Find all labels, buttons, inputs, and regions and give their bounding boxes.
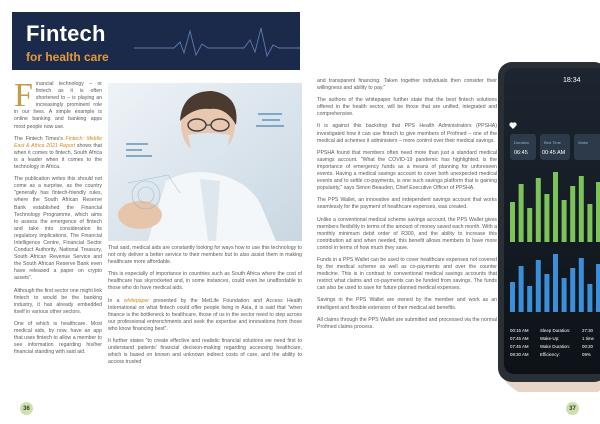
phone-bar-green bbox=[527, 208, 532, 242]
phone-bar-blue bbox=[536, 260, 541, 312]
paragraph: One of which is healthcare. Most medical aids, by now, have an app that uses fintech to allow a member to see information regarding his/her financial standing with said aid. bbox=[14, 320, 102, 356]
phone-bar-green bbox=[587, 204, 592, 242]
svg-text:Efficiency:: Efficiency: bbox=[540, 352, 560, 357]
phone-bar-green bbox=[570, 186, 575, 242]
phone-bar-green bbox=[596, 182, 600, 242]
paragraph: The Fintech Times's Fintech: Middle East & Africa 2021 Report shows that when it comes to fintech, South Africa is a leader when it comes to the technology in Africa. bbox=[14, 135, 102, 171]
heartbeat-line-icon bbox=[134, 22, 300, 62]
page-number-left: 36 bbox=[20, 402, 33, 415]
paragraph: Funds in a PPS Wallet can be used to cover healthcare expenses not covered by the medical scheme as well as co-payments and over the counter medicine. This is in contrast to conventional medical savings accounts that restrict what claims and co-payments can be funded from savings. The funds can also be used to save for future planned medical expenses. bbox=[317, 256, 497, 292]
phone-bar-blue bbox=[553, 254, 558, 312]
phone-bar-blue bbox=[544, 274, 549, 312]
paragraph: That said, medical aids are constantly looking for ways how to use this technology to not only deliver a better service to their members but to also assist them in making healthcare more affordable. bbox=[108, 245, 302, 266]
page-number-right: 37 bbox=[566, 402, 579, 415]
phone-bar-blue bbox=[562, 278, 567, 312]
phone-bar-blue bbox=[510, 282, 515, 312]
svg-text:00:45 AM: 00:45 AM bbox=[542, 150, 566, 156]
phone-bar-blue bbox=[519, 266, 524, 312]
phone-bar-green bbox=[562, 200, 567, 242]
paragraph: This is especially of importance in countries such as South Africa where the cost of healthcare has skyrocketed and, in some instances, could even be unaffordable to those who do have medical aids. bbox=[108, 271, 302, 292]
paragraph: The PPS Wallet, an innovative and independent savings account that works seamlessly for the payment of healthcare expenses, was created. bbox=[317, 197, 497, 211]
phone-image bbox=[478, 62, 600, 392]
svg-text:Wake Duration:: Wake Duration: bbox=[540, 344, 571, 349]
paragraph: and transparent financing. Taken together individuals then consider their willingness and ability to pay." bbox=[317, 78, 497, 92]
svg-text:08:30 AM: 08:30 AM bbox=[510, 352, 529, 357]
svg-text:07:45 AM: 07:45 AM bbox=[510, 344, 529, 349]
header-banner bbox=[12, 12, 300, 70]
svg-text:Duration: Duration bbox=[514, 140, 530, 145]
paragraph: Savings in the PPS Wallet are owned by the member and work as an intelligent and flexible extension of their medical aid benefits. bbox=[317, 297, 497, 311]
paragraph: All claims through the PPS Wallet are submitted and processed via the normal Profmed claims process. bbox=[317, 316, 497, 330]
phone-bar-green bbox=[519, 184, 524, 242]
phone-bar-green bbox=[579, 176, 584, 242]
page-subtitle: for health care bbox=[26, 50, 109, 64]
middle-column bbox=[108, 245, 302, 371]
paragraph: PPSHA found that members often need more than just a standard medical savings account. "What the COVID-19 pandemic has highlighted, is the importance of emergency funds as a means of planning for unforeseen events. Having a medical savings account to cover both unexpected medical events and to settle co-payments, is one such savings platform that is gaining popularity," says Simon Beauden, Chief Executive Officer of PPSHA. bbox=[317, 149, 497, 192]
drop-cap: F bbox=[14, 77, 33, 114]
phone-bar-blue bbox=[579, 258, 584, 312]
paragraph: It is against this backdrop that PPS Health Administrators (PPSHA) investigated how it can use fintech to give members of Profmed – one of the medical aid schemes it administers – more control over their medical savings. bbox=[317, 123, 497, 144]
paragraph: It further states "to create effective and realistic financial solutions we need first to understand patients' financial decision-making regarding accessing healthcare, which is based on known and unknown indirect costs of care, and the ability to access trusted bbox=[108, 338, 302, 366]
phone-bar-blue bbox=[570, 268, 575, 312]
svg-text:07:45 AM: 07:45 AM bbox=[510, 336, 529, 341]
paragraph: The authors of the whitepaper further state that the best fintech solutions offered in the health sector, will be those that are unified, integrated and comprehensive. bbox=[317, 97, 497, 118]
whitepaper-link[interactable]: whitepaper bbox=[123, 297, 150, 304]
svg-text:Sleep Duration:: Sleep Duration: bbox=[540, 328, 571, 333]
svg-text:00:20: 00:20 bbox=[582, 344, 593, 349]
phone-bar-green bbox=[553, 172, 558, 242]
svg-text:09%: 09% bbox=[582, 352, 591, 357]
page-title: Fintech bbox=[26, 21, 106, 46]
paragraph: Unlike a conventional medical scheme savings account, the PPS Wallet gives members flexibility in terms of the amount of money saved each month. With a monthly minimum debit order of R300, and the ability to increase this contribution ad and when needed, this benefit allows members to have more control in terms of how much they save. bbox=[317, 216, 497, 251]
svg-text:06:45: 06:45 bbox=[514, 150, 528, 156]
phone-bar-green bbox=[536, 178, 541, 242]
phone-time: 18:34 bbox=[563, 77, 581, 84]
doctor-photo bbox=[108, 83, 302, 241]
intro-paragraph: inancial technology – or fintech as it is often shortened to – is playing an increasingly prominent role in our lives. A simple example is online banking and banking apps most people now use. bbox=[14, 81, 102, 130]
paragraph: Although the first sector one might link fintech to would be the banking industry, it has already embedded itself in various other sectors. bbox=[14, 287, 102, 315]
svg-text:1 time: 1 time bbox=[582, 336, 594, 341]
svg-text:00:15 AM: 00:15 AM bbox=[510, 328, 529, 333]
svg-text:Wake-Up:: Wake-Up: bbox=[540, 336, 560, 341]
phone-bar-blue bbox=[596, 264, 600, 312]
phone-bar-green bbox=[544, 194, 549, 242]
phone-bar-blue bbox=[527, 286, 532, 312]
paragraph: The publication writes this should not come as a surprise, as the country "generally has fintech-friendly rules, where the South African Reserve Bank established the Financial Technology Programme, which aims to assess the emergence of fintech and take into consideration its regulatory implications. The Financial Intelligence Centre, Financial Sector Conduct Authority, National Treasury, South African Revenue Service and the South African Reserve Bank even have released a paper on crypto assets". bbox=[14, 176, 102, 282]
svg-text:Bed Time: Bed Time bbox=[544, 140, 561, 145]
left-column bbox=[14, 77, 102, 361]
report-link[interactable]: Fintech: Middle East & Africa 2021 Report bbox=[14, 135, 102, 149]
phone-bar-blue bbox=[587, 284, 592, 312]
right-column bbox=[317, 78, 497, 336]
svg-text:Wake: Wake bbox=[578, 140, 589, 145]
svg-text:27:30: 27:30 bbox=[582, 328, 593, 333]
paragraph: In a whitepaper presented by the MetLife Foundation and Access Health International on what fintech could offer people living in Asia, it is said that "when finance is the bottleneck to healthcare, those of us in the sector need to step across our professional entrenchments and seek the expertise and innovations from those who know financing best". bbox=[108, 297, 302, 332]
phone-bar-green bbox=[510, 202, 515, 242]
